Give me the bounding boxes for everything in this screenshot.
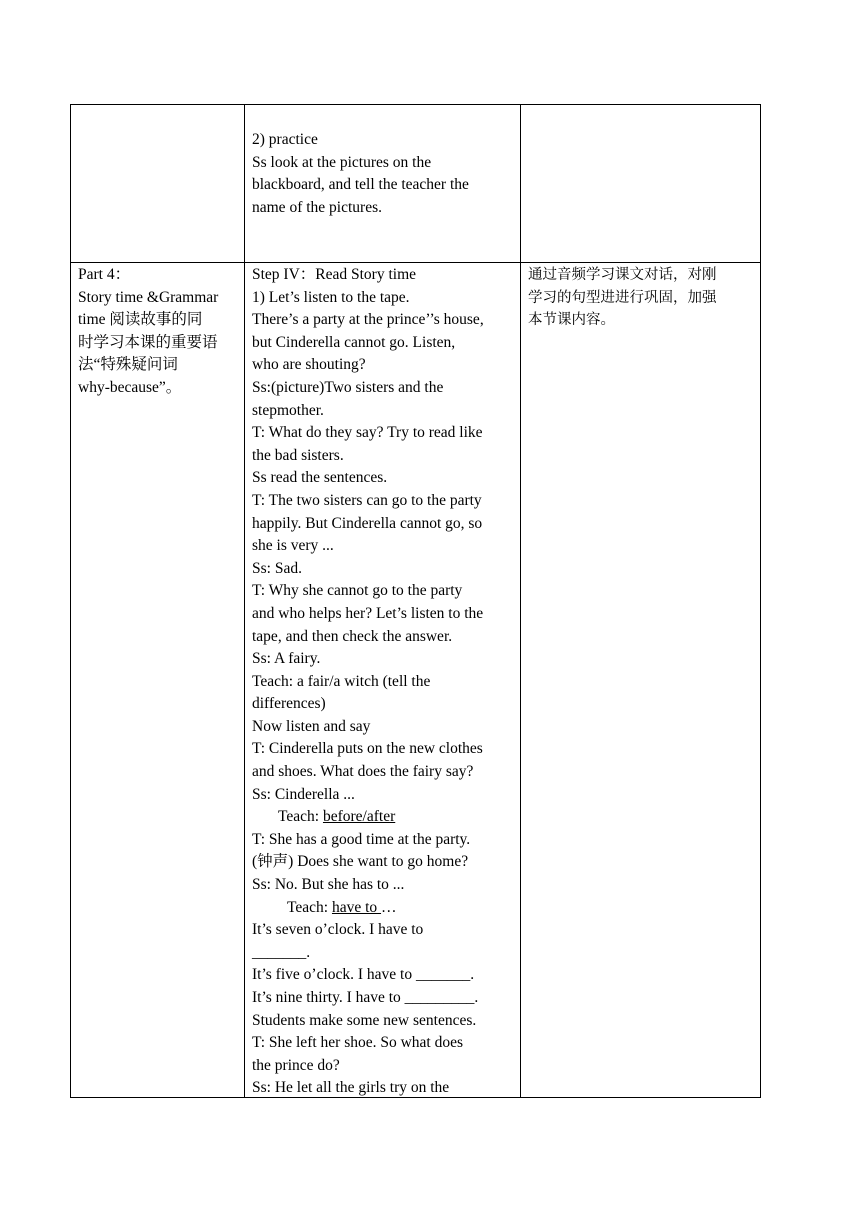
procedure-line: Ss: Sad. [252, 559, 302, 577]
practice-heading: 2) practice [252, 131, 318, 148]
procedure-line: Ss: No. But she has to ... [252, 876, 405, 894]
underlined-phrase: have to [331, 898, 382, 916]
procedure-line: T: Cinderella puts on the new clothes [252, 740, 483, 758]
stage-line: 时学习本课的重要语 [78, 333, 218, 351]
procedure-line: she is very ... [252, 537, 334, 555]
procedure-line: Ss: He let all the girls try on the [252, 1079, 450, 1097]
row2-stage-cell [71, 263, 245, 1098]
stage-line: why-because”。 [78, 378, 182, 396]
procedure-line: There’s a party at the prince’’s house, [252, 311, 484, 329]
procedure-line: _______. [252, 943, 311, 961]
procedure-line: T: Why she cannot go to the party [252, 582, 463, 600]
procedure-line: the bad sisters. [252, 446, 344, 464]
row1-purpose-cell [521, 105, 761, 263]
procedure-line: and shoes. What does the fairy say? [252, 763, 474, 781]
step-heading: Step IV：Read Story time [252, 266, 417, 283]
procedure-line: Teach: a fair/a witch (tell the [252, 672, 431, 690]
procedure-line: It’s nine thirty. I have to _________. [252, 989, 479, 1006]
purpose-line: 本节课内容。 [528, 312, 615, 329]
stage-line: time 阅读故事的同 [78, 311, 203, 329]
procedure-line: blackboard, and tell the teacher the [252, 176, 469, 194]
procedure-line: T: She left her shoe. So what does [252, 1034, 464, 1052]
procedure-line: who are shouting? [252, 356, 366, 374]
procedure-line: happily. But Cinderella cannot go, so [252, 514, 483, 532]
procedure-line: 1) Let’s listen to the tape. [252, 288, 410, 306]
purpose-line: 学习的句型进进行巩固，加强 [528, 289, 717, 306]
procedure-line: Now listen and say [252, 717, 371, 735]
row2-purpose-cell [521, 263, 761, 1098]
procedure-line: Ss read the sentences. [252, 469, 388, 487]
stage-line: 法“特殊疑问词 [78, 356, 178, 374]
teach-prefix: Teach: [287, 898, 332, 916]
table-row [71, 263, 761, 1098]
procedure-line: tape, and then check the answer. [252, 627, 453, 645]
procedure-line: T: What do they say? Try to read like [252, 424, 483, 442]
lesson-plan-table [70, 104, 761, 1098]
procedure-line: Ss: A fairy. [252, 650, 321, 668]
underlined-phrase: before/after [322, 808, 396, 826]
procedure-line: Ss: Cinderella ... [252, 785, 355, 803]
table-row [71, 105, 761, 263]
row1-procedure-cell [245, 105, 521, 263]
purpose-line: 通过音频学习课文对话，对刚 [528, 267, 717, 283]
procedure-line: It’s seven o’clock. I have to [252, 921, 424, 939]
procedure-line: T: The two sisters can go to the party [252, 491, 482, 509]
teach-line [252, 897, 513, 920]
procedure-line: T: She has a good time at the party. [252, 830, 471, 848]
procedure-line: stepmother. [252, 401, 324, 419]
procedure-line: differences) [252, 695, 326, 713]
procedure-line: Ss look at the pictures on the [252, 153, 432, 171]
row2-procedure-cell [245, 263, 521, 1098]
procedure-line: (钟声) Does she want to go home? [252, 853, 469, 871]
teach-line [252, 806, 513, 829]
procedure-line: Ss:(picture)Two sisters and the [252, 378, 444, 396]
procedure-line: It’s five o’clock. I have to _______. [252, 966, 475, 984]
stage-line: Story time &Grammar [78, 288, 219, 306]
procedure-line: Students make some new sentences. [252, 1011, 477, 1029]
procedure-line: name of the pictures. [252, 198, 382, 216]
teach-prefix: Teach: [278, 808, 323, 826]
procedure-line: the prince do? [252, 1056, 340, 1074]
teach-suffix: … [381, 898, 397, 916]
row1-stage-cell [71, 105, 245, 263]
part-title: Part 4： [78, 266, 131, 283]
procedure-line: and who helps her? Let’s listen to the [252, 604, 484, 622]
procedure-line: but Cinderella cannot go. Listen, [252, 333, 456, 351]
